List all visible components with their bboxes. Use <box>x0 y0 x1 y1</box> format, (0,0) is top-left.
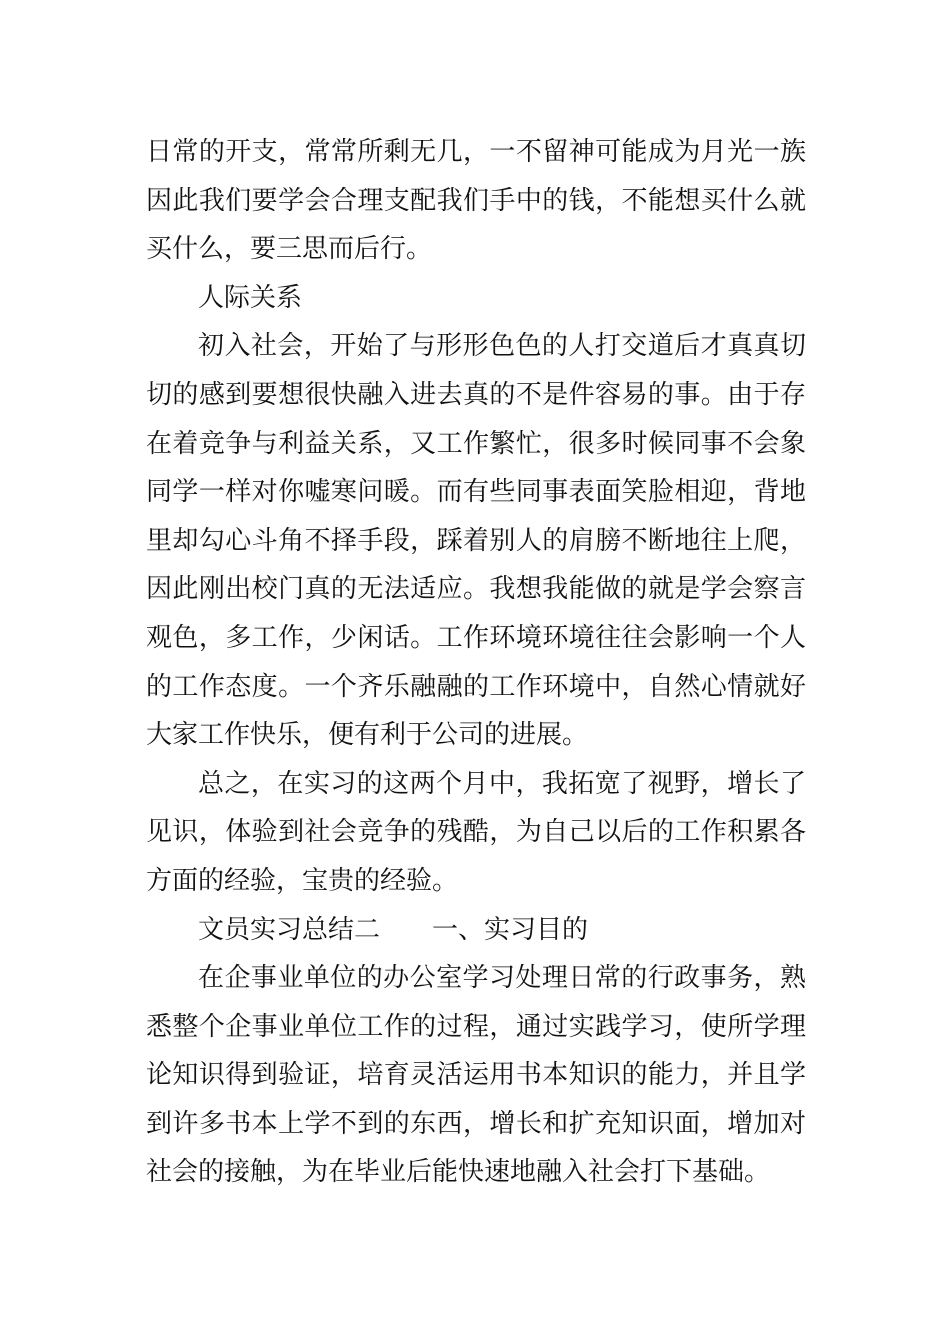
text-line: 悉整个企事业单位工作的过程，通过实践学习，使所学理 <box>146 1011 806 1042</box>
section-heading-subtitle: 一、实习目的 <box>432 914 589 945</box>
text-line: 买什么，要三思而后行。 <box>146 234 433 265</box>
text-line: 论知识得到验证，培育灵活运用书本知识的能力，并且学 <box>146 1060 806 1091</box>
paragraph-first-line: 在企事业单位的办公室学习处理日常的行政事务，熟 <box>198 963 806 994</box>
paragraph-first-line: 初入社会，开始了与形形色色的人打交道后才真真切 <box>198 331 806 362</box>
section-heading-title: 文员实习总结二 <box>198 914 381 945</box>
text-line: 社会的接触，为在毕业后能快速地融入社会打下基础。 <box>146 1157 771 1188</box>
text-line: 大家工作快乐，便有利于公司的进展。 <box>146 720 589 751</box>
document-body <box>146 128 806 1197</box>
text-line: 因此我们要学会合理支配我们手中的钱，不能想买什么就 <box>146 185 806 216</box>
text-line: 到许多书本上学不到的东西，增长和扩充知识面，增加对 <box>146 1108 806 1139</box>
text-line: 方面的经验，宝贵的经验。 <box>146 865 459 896</box>
text-line: 观色，多工作，少闲话。工作环境环境往往会影响一个人 <box>146 622 806 653</box>
text-line: 同学一样对你嘘寒问暖。而有些同事表面笑脸相迎，背地 <box>146 477 806 508</box>
section-heading <box>146 906 806 955</box>
text-line: 切的感到要想很快融入进去真的不是件容易的事。由于存 <box>146 379 806 410</box>
paragraph-first-line: 总之，在实习的这两个月中，我拓宽了视野，增长了 <box>198 768 806 799</box>
text-line: 里却勾心斗角不择手段，踩着别人的肩膀不断地往上爬， <box>146 525 806 556</box>
section-subheading: 人际关系 <box>198 282 303 313</box>
text-line: 在着竞争与利益关系，又工作繁忙，很多时候同事不会象 <box>146 428 806 459</box>
text-line: 的工作态度。一个齐乐融融的工作环境中，自然心情就好 <box>146 671 806 702</box>
text-line: 见识，体验到社会竞争的残酷，为自己以后的工作积累各 <box>146 817 806 848</box>
text-line: 因此刚出校门真的无法适应。我想我能做的就是学会察言 <box>146 574 806 605</box>
text-line: 日常的开支，常常所剩无几，一不留神可能成为月光一族 <box>146 137 806 167</box>
